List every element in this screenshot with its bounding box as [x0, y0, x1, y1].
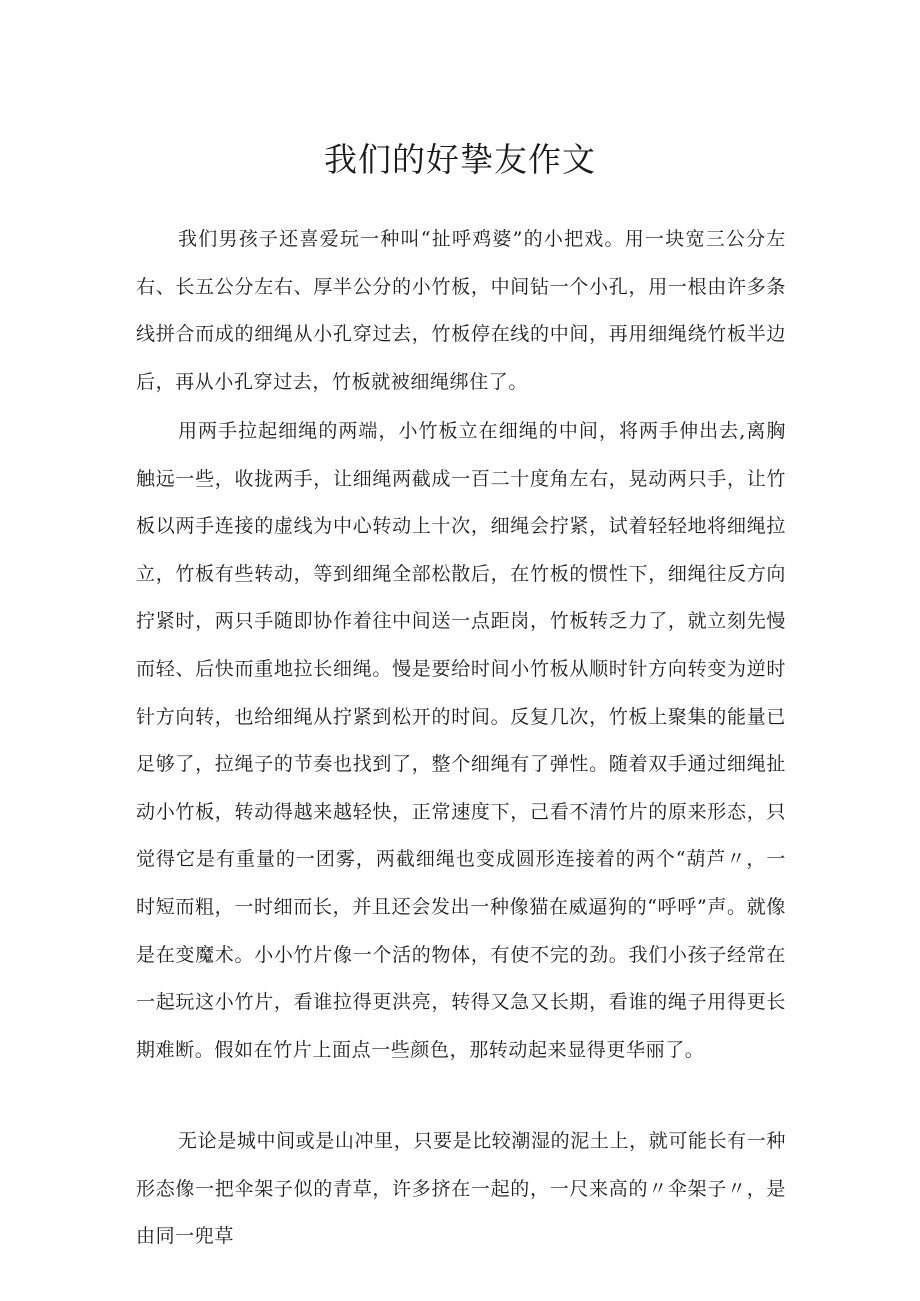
document-title: 我们的好挚友作文	[324, 140, 596, 179]
paragraph-1: 我们男孩子还喜爱玩一种叫“扯呼鸡婆”的小把戏。用一块宽三公分左右、长五公分左右、厚半公分的小竹板，中间钻一个小孔，用一根由许多条线拼合而成的细绳从小孔穿过去，竹板停在线的中间，再用细绳绕竹板半边后，再从小孔穿过去，竹板就被细绳绑住了。	[136, 228, 786, 393]
paragraph-2: 用两手拉起细绳的两端，小竹板立在细绳的中间，将两手伸出去,离胸触远一些，收拢两手，让细绳两截成一百二十度角左右，晃动两只手，让竹板以两手连接的虚线为中心转动上十次，细绳会拧紧，试着轻轻地将细绳拉立，竹板有些转动，等到细绳全部松散后，在竹板的惯性下，细绳往反方向拧紧时，两只手随即协作着往中间送一点距岗，竹板转乏力了，就立刻先慢而轻、后快而重地拉长细绳。慢是要给时间小竹板从顺时针方向转变为逆时针方向转，也给细绳从拧紧到松开的时间。反复几次，竹板上聚集的能量已足够了，拉绳子的节奏也找到了，整个细绳有了弹性。随着双手通过细绳扯动小竹板，转动得越来越轻快，正常速度下，己看不清竹片的原来形态，只觉得它是有重量的一团雾，两截细绳也变成圆形连接着的两个“葫芦〃，一时短而粗，一时细而长，并且还会发出一种像猫在威逼狗的“呼呼”声。就像是在变魔术。小小竹片像一个活的物体，有使不完的劲。我们小孩子经常在一起玩这小竹片，看谁拉得更洪亮，转得又急又长期，看谁的绳子用得更长期难断。假如在竹片上面点一些颜色，那转动起来显得更华丽了。	[136, 420, 786, 1061]
paragraph-3: 无论是城中间或是山冲里，只要是比较潮湿的泥土上，就可能长有一种形态像一把伞架子似的青草，许多挤在一起的，一尺来高的〃伞架子〃，是由同一兜草	[136, 1130, 786, 1248]
